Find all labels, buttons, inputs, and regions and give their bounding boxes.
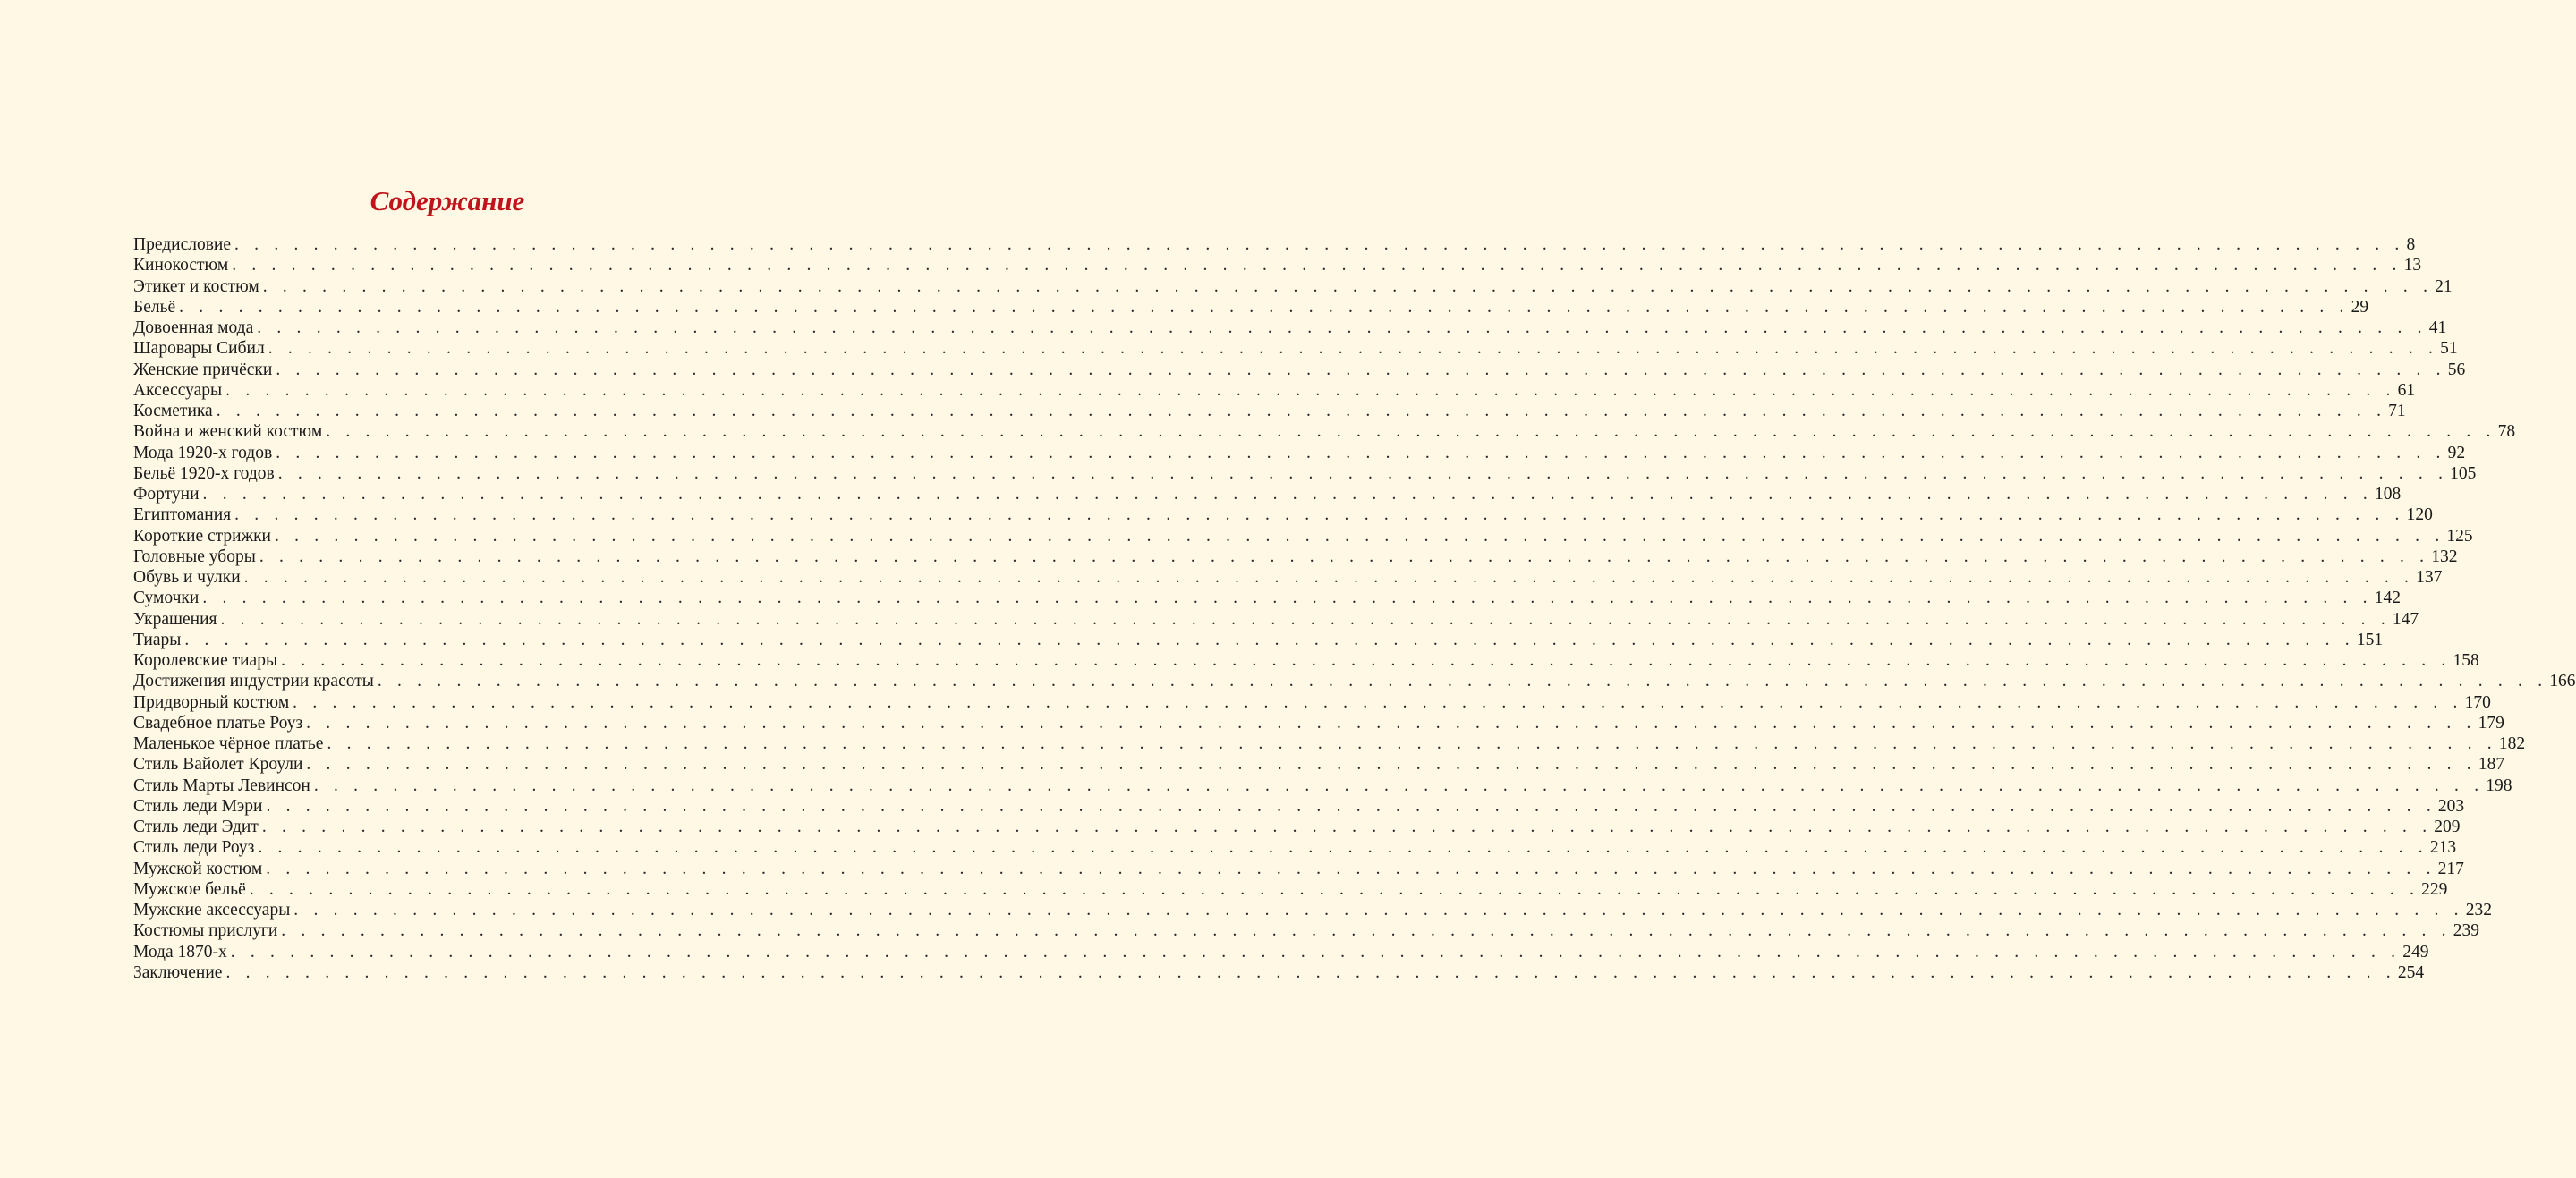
toc-page-number: 105 (2450, 463, 2477, 483)
toc-entry (133, 942, 2429, 962)
toc-entry-title: Украшения (133, 609, 217, 629)
toc-page-number: 187 (2478, 755, 2505, 775)
toc-page-number: 21 (2435, 276, 2453, 296)
toc-entry-title: Египтомания (133, 505, 232, 525)
toc-page-number: 254 (2397, 962, 2425, 982)
toc-entry (133, 650, 2479, 671)
toc-entry (133, 360, 2466, 380)
toc-page-number: 78 (2497, 422, 2516, 442)
toc-entry-title: Достижения индустрии красоты (133, 672, 374, 691)
toc-entry (133, 671, 2576, 691)
toc-entry-title: Бельё (133, 297, 176, 317)
toc-entry-title: Довоенная мода (133, 318, 254, 337)
dot-leader: . . . . . . . . . . . . . . . . . . . . . . . . . . . . . . . . . . . . . . . . . . . . . . . . . . . . . . . . . . . . . . . . . . . . . . . . . . . . . . . . . . . . . . . . . . . . . . . . . . . . . . . . . . . . . . (268, 339, 2439, 359)
toc-page-number: 232 (2465, 901, 2492, 920)
toc-page-number: 108 (2374, 485, 2402, 504)
dot-leader: . . . . . . . . . . . . . . . . . . . . . . . . . . . . . . . . . . . . . . . . . . . . . . . . . . . . . . . . . . . . . . . . . . . . . . . . . . . . . . . . . . . . . . . . . . . . . . . . . . . . . . . . . . . . . . (306, 713, 2477, 733)
dot-leader: . . . . . . . . . . . . . . . . . . . . . . . . . . . . . . . . . . . . . . . . . . . . . . . . . . . . . . . . . . . . . . . . . . . . . . . . . . . . . . . . . . . . . . . . . . . . . . . . . . . . . . . . . . . . . . (249, 879, 2420, 899)
toc-entry (133, 588, 2402, 608)
toc-entry (133, 547, 2458, 567)
toc-entry (133, 879, 2448, 900)
toc-entry (133, 338, 2458, 359)
toc-entry-title: Свадебное платье Роуз (133, 713, 303, 733)
toc-entry-title: Короткие стрижки (133, 526, 271, 546)
toc-page-number: 137 (2416, 568, 2443, 587)
toc-entry (133, 276, 2453, 297)
toc-entry (133, 692, 2491, 713)
toc-entry (133, 962, 2425, 983)
toc-entry-title: Война и женский костюм (133, 422, 323, 442)
toc-page-number: 92 (2447, 443, 2466, 462)
dot-leader: . . . . . . . . . . . . . . . . . . . . . . . . . . . . . . . . . . . . . . . . . . . . . . . . . . . . . . . . . . . . . . . . . . . . . . . . . . . . . . . . . . . . . . . . . . . . . . . . . . . . . . . . . . . . . . (202, 589, 2373, 608)
toc-entry (133, 526, 2473, 547)
toc-page-number: 13 (2403, 256, 2422, 275)
toc-entry (133, 484, 2402, 504)
dot-leader: . . . . . . . . . . . . . . . . . . . . . . . . . . . . . . . . . . . . . . . . . . . . . . . . . . . . . . . . . . . . . . . . . . . . . . . . . . . . . . . . . . . . . . . . . . . . . . . . . . . . . . . . . . . . . . (313, 775, 2485, 795)
toc-entry-title: Мода 1920-х годов (133, 443, 273, 462)
toc-page-number: 179 (2478, 713, 2504, 733)
dot-leader: . . . . . . . . . . . . . . . . . . . . . . . . . . . . . . . . . . . . . . . . . . . . . . . . . . . . . . . . . . . . . . . . . . . . . . . . . . . . . . . . . . . . . . . . . . . . . . . . . . . . . . . . . . . . . . (326, 422, 2496, 442)
toc-entry-title: Женские причёски (133, 360, 273, 379)
dot-leader: . . . . . . . . . . . . . . . . . . . . . . . . . . . . . . . . . . . . . . . . . . . . . . . . . . . . . . . . . . . . . . . . . . . . . . . . . . . . . . . . . . . . . . . . . . . . . . . . . . . . . . . . . . . . . . (281, 651, 2452, 670)
toc-entry (133, 630, 2384, 650)
toc-page-number: 132 (2431, 547, 2458, 566)
toc-page-number: 151 (2356, 630, 2384, 649)
toc-page-number: 71 (2388, 402, 2406, 420)
toc-entry-title: Королевские тиары (133, 651, 278, 670)
toc-entry (133, 255, 2422, 275)
toc-entry (133, 401, 2406, 421)
toc-entry-title: Обувь и чулки (133, 568, 241, 587)
toc-entry (133, 920, 2479, 941)
toc-entry-title: Мужское бельё (133, 879, 246, 899)
toc-entry-title: Шаровары Сибил (133, 339, 265, 359)
page-title: Содержание (370, 185, 525, 216)
toc-entry-title: Фортуни (133, 485, 200, 504)
dot-leader: . . . . . . . . . . . . . . . . . . . . . . . . . . . . . . . . . . . . . . . . . . . . . . . . . . . . . . . . . . . . . . . . . . . . . . . . . . . . . . . . . . . . . . . . . . . . . . . . . . . . . . . . . . . . . . (293, 692, 2463, 712)
toc-entry-title: Маленькое чёрное платье (133, 734, 324, 753)
toc-entry (133, 421, 2516, 442)
dot-leader: . . . . . . . . . . . . . . . . . . . . . . . . . . . . . . . . . . . . . . . . . . . . . . . . . . . . . . . . . . . . . . . . . . . . . . . . . . . . . . . . . . . . . . . . . . . . . . . . . . . . . . . . . . . . . . (266, 859, 2436, 878)
toc-entry (133, 817, 2461, 837)
toc-page-number: 142 (2374, 589, 2402, 608)
toc-page-number: 198 (2486, 775, 2512, 795)
toc-entry-title: Придворный костюм (133, 692, 290, 712)
toc-entry-title: Предисловие (133, 235, 232, 254)
dot-leader: . . . . . . . . . . . . . . . . . . . . . . . . . . . . . . . . . . . . . . . . . . . . . . . . . . . . . . . . . . . . . . . . . . . . . . . . . . . . . . . . . . . . . . . . . . . . . . . . . . . . . . . . . . . . . . (293, 901, 2464, 920)
toc-entry (133, 609, 2419, 630)
dot-leader: . . . . . . . . . . . . . . . . . . . . . . . . . . . . . . . . . . . . . . . . . . . . . . . . . . . . . . . . . . . . . . . . . . . . . . . . . . . . . . . . . . . . . . . . . . . . . . . . . . . . . . . . . . . . . . (202, 485, 2373, 504)
toc-page-number: 8 (2406, 235, 2416, 254)
toc-entry-title: Стиль леди Роуз (133, 838, 255, 858)
toc-entry-title: Заключение (133, 962, 223, 982)
toc-entry (133, 859, 2464, 879)
dot-leader: . . . . . . . . . . . . . . . . . . . . . . . . . . . . . . . . . . . . . . . . . . . . . . . . . . . . . . . . . . . . . . . . . . . . . . . . . . . . . . . . . . . . . . . . . . . . . . . . . . . . . . . . . . . . . . (266, 796, 2436, 816)
toc-entry (133, 900, 2492, 920)
dot-leader: . . . . . . . . . . . . . . . . . . . . . . . . . . . . . . . . . . . . . . . . . . . . . . . . . . . . . . . . . . . . . . . . . . . . . . . . . . . . . . . . . . . . . . . . . . . . . . . . . . . . . . . . . . . . . . (327, 734, 2497, 753)
toc-entry (133, 504, 2433, 525)
toc-entry (133, 713, 2504, 733)
toc-page-number: 209 (2434, 818, 2461, 836)
toc-entry-title: Косметика (133, 402, 213, 420)
toc-page-number: 51 (2440, 339, 2458, 359)
dot-leader: . . . . . . . . . . . . . . . . . . . . . . . . . . . . . . . . . . . . . . . . . . . . . . . . . . . . . . . . . . . . . . . . . . . . . . . . . . . . . . . . . . . . . . . . . . . . . . . . . . . . . . . . . . . . . . (258, 838, 2428, 858)
toc-page-number: 125 (2446, 526, 2473, 546)
toc-page-number: 203 (2437, 796, 2465, 816)
toc-page-number: 158 (2453, 651, 2479, 670)
toc-page-number: 182 (2498, 734, 2526, 753)
dot-leader: . . . . . . . . . . . . . . . . . . . . . . . . . . . . . . . . . . . . . . . . . . . . . . . . . . . . . . . . . . . . . . . . . . . . . . . . . . . . . . . . . . . . . . . . . . . . . . . . . . . . . . . . . . . . . . (243, 568, 2415, 587)
toc-entry-title: Бельё 1920-х годов (133, 463, 275, 483)
dot-leader: . . . . . . . . . . . . . . . . . . . . . . . . . . . . . . . . . . . . . . . . . . . . . . . . . . . . . . . . . . . . . . . . . . . . . . . . . . . . . . . . . . . . . . . . . . . . . . . . . . . . . . . . . . . . . . (259, 547, 2430, 566)
toc-entry (133, 775, 2512, 796)
toc-page-number: 229 (2421, 879, 2448, 899)
dot-leader: . . . . . . . . . . . . . . . . . . . . . . . . . . . . . . . . . . . . . . . . . . . . . . . . . . . . . . . . . . . . . . . . . . . . . . . . . . . . . . . . . . . . . . . . . . . . . . . . . . . . . . . . . . . . . . (232, 256, 2402, 275)
toc-page-number: 120 (2406, 505, 2433, 525)
toc-entry (133, 796, 2465, 817)
dot-leader: . . . . . . . . . . . . . . . . . . . . . . . . . . . . . . . . . . . . . . . . . . . . . . . . . . . . . . . . . . . . . . . . . . . . . . . . . . . . . . . . . . . . . . . . . . . . . . . . . . . . . . . . . . . . . . (184, 630, 2355, 649)
dot-leader: . . . . . . . . . . . . . . . . . . . . . . . . . . . . . . . . . . . . . . . . . . . . . . . . . . . . . . . . . . . . . . . . . . . . . . . . . . . . . . . . . . . . . . . . . . . . . . . . . . . . . . . . . . . . . . (230, 942, 2402, 962)
toc-entry-title: Стиль леди Эдит (133, 818, 259, 836)
dot-leader: . . . . . . . . . . . . . . . . . . . . . . . . . . . . . . . . . . . . . . . . . . . . . . . . . . . . . . . . . . . . . . . . . . . . . . . . . . . . . . . . . . . . . . . . . . . . . . . . . . . . . . . . . . . . . . (277, 463, 2449, 483)
toc-entry (133, 234, 2416, 255)
dot-leader: . . . . . . . . . . . . . . . . . . . . . . . . . . . . . . . . . . . . . . . . . . . . . . . . . . . . . . . . . . . . . . . . . . . . . . . . . . . . . . . . . . . . . . . . . . . . . . . . . . . . . . . . . . . . . . (262, 276, 2434, 296)
toc-entry-title: Сумочки (133, 589, 200, 608)
toc-page-number: 61 (2397, 380, 2416, 400)
toc-page-number: 147 (2392, 609, 2419, 629)
toc-page-number: 213 (2429, 838, 2457, 858)
toc-entry (133, 297, 2369, 318)
toc-page-number: 217 (2437, 859, 2464, 878)
dot-leader: . . . . . . . . . . . . . . . . . . . . . . . . . . . . . . . . . . . . . . . . . . . . . . . . . . . . . . . . . . . . . . . . . . . . . . . . . . . . . . . . . . . . . . . . . . . . . . . . . . . . . . . . . . . . . . (377, 672, 2548, 691)
toc-entry-title: Стиль Марты Левинсон (133, 775, 310, 795)
toc-page-number: 166 (2549, 672, 2576, 691)
toc-entry-title: Стиль Вайолет Кроули (133, 755, 303, 775)
toc-entry-title: Аксессуары (133, 380, 223, 400)
dot-leader: . . . . . . . . . . . . . . . . . . . . . . . . . . . . . . . . . . . . . . . . . . . . . . . . . . . . . . . . . . . . . . . . . . . . . . . . . . . . . . . . . . . . . . . . . . . . . . . . . . . . . . . . . . . . . . (234, 235, 2405, 254)
dot-leader: . . . . . . . . . . . . . . . . . . . . . . . . . . . . . . . . . . . . . . . . . . . . . . . . . . . . . . . . . . . . . . . . . . . . . . . . . . . . . . . . . . . . . . . . . . . . . . . . . . . . . . . . . . . . . . (306, 755, 2477, 775)
toc-entry-title: Стиль леди Мэри (133, 796, 263, 816)
toc-entry-title: Мода 1870-х (133, 942, 227, 962)
dot-leader: . . . . . . . . . . . . . . . . . . . . . . . . . . . . . . . . . . . . . . . . . . . . . . . . . . . . . . . . . . . . . . . . . . . . . . . . . . . . . . . . . . . . . . . . . . . . . . . . . . . . . . . . . . . . . . (216, 402, 2387, 420)
dot-leader: . . . . . . . . . . . . . . . . . . . . . . . . . . . . . . . . . . . . . . . . . . . . . . . . . . . . . . . . . . . . . . . . . . . . . . . . . . . . . . . . . . . . . . . . . . . . . . . . . . . . . . . . . . . . . . (276, 443, 2446, 462)
dot-leader: . . . . . . . . . . . . . . . . . . . . . . . . . . . . . . . . . . . . . . . . . . . . . . . . . . . . . . . . . . . . . . . . . . . . . . . . . . . . . . . . . . . . . . . . . . . . . . . . . . . . . . . . . . . . . . (225, 380, 2396, 400)
toc-entry-title: Тиары (133, 630, 182, 649)
dot-leader: . . . . . . . . . . . . . . . . . . . . . . . . . . . . . . . . . . . . . . . . . . . . . . . . . . . . . . . . . . . . . . . . . . . . . . . . . . . . . . . . . . . . . . . . . . . . . . . . . . . . . . . . . . . . . . (225, 962, 2396, 982)
toc-entry (133, 754, 2505, 775)
toc-page-number: 56 (2447, 360, 2466, 379)
toc-entry (133, 837, 2457, 858)
toc-page-number: 29 (2351, 297, 2369, 317)
toc-entry (133, 567, 2443, 588)
toc-page-number: 170 (2464, 692, 2491, 712)
toc-entry (133, 380, 2416, 401)
toc-entry-title: Костюмы прислуги (133, 921, 278, 941)
dot-leader: . . . . . . . . . . . . . . . . . . . . . . . . . . . . . . . . . . . . . . . . . . . . . . . . . . . . . . . . . . . . . . . . . . . . . . . . . . . . . . . . . . . . . . . . . . . . . . . . . . . . . . . . . . . . . . (276, 360, 2446, 379)
toc-entry-title: Мужской костюм (133, 859, 263, 878)
table-of-contents (133, 234, 2576, 983)
toc-entry (133, 733, 2526, 754)
dot-leader: . . . . . . . . . . . . . . . . . . . . . . . . . . . . . . . . . . . . . . . . . . . . . . . . . . . . . . . . . . . . . . . . . . . . . . . . . . . . . . . . . . . . . . . . . . . . . . . . . . . . . . . . . . . . . . (274, 526, 2445, 546)
toc-entry-title: Головные уборы (133, 547, 256, 566)
toc-entry-title: Мужские аксессуары (133, 901, 291, 920)
toc-entry-title: Кинокостюм (133, 256, 229, 275)
toc-page-number: 41 (2428, 318, 2447, 337)
toc-page-number: 249 (2402, 942, 2429, 962)
dot-leader: . . . . . . . . . . . . . . . . . . . . . . . . . . . . . . . . . . . . . . . . . . . . . . . . . . . . . . . . . . . . . . . . . . . . . . . . . . . . . . . . . . . . . . . . . . . . . . . . . . . . . . . . . . . . . . (281, 921, 2452, 941)
toc-entry (133, 443, 2466, 463)
dot-leader: . . . . . . . . . . . . . . . . . . . . . . . . . . . . . . . . . . . . . . . . . . . . . . . . . . . . . . . . . . . . . . . . . . . . . . . . . . . . . . . . . . . . . . . . . . . . . . . . . . . . . . . . . . . . . . (257, 318, 2427, 337)
dot-leader: . . . . . . . . . . . . . . . . . . . . . . . . . . . . . . . . . . . . . . . . . . . . . . . . . . . . . . . . . . . . . . . . . . . . . . . . . . . . . . . . . . . . . . . . . . . . . . . . . . . . . . . . . . . . . . (261, 818, 2433, 836)
dot-leader: . . . . . . . . . . . . . . . . . . . . . . . . . . . . . . . . . . . . . . . . . . . . . . . . . . . . . . . . . . . . . . . . . . . . . . . . . . . . . . . . . . . . . . . . . . . . . . . . . . . . . . . . . . . . . . (234, 505, 2405, 525)
toc-page-number: 239 (2453, 921, 2479, 941)
toc-entry (133, 463, 2477, 484)
dot-leader: . . . . . . . . . . . . . . . . . . . . . . . . . . . . . . . . . . . . . . . . . . . . . . . . . . . . . . . . . . . . . . . . . . . . . . . . . . . . . . . . . . . . . . . . . . . . . . . . . . . . . . . . . . . . . . (179, 297, 2350, 317)
toc-entry (133, 318, 2447, 338)
toc-entry-title: Этикет и костюм (133, 276, 259, 296)
dot-leader: . . . . . . . . . . . . . . . . . . . . . . . . . . . . . . . . . . . . . . . . . . . . . . . . . . . . . . . . . . . . . . . . . . . . . . . . . . . . . . . . . . . . . . . . . . . . . . . . . . . . . . . . . . . . . . (220, 609, 2391, 629)
